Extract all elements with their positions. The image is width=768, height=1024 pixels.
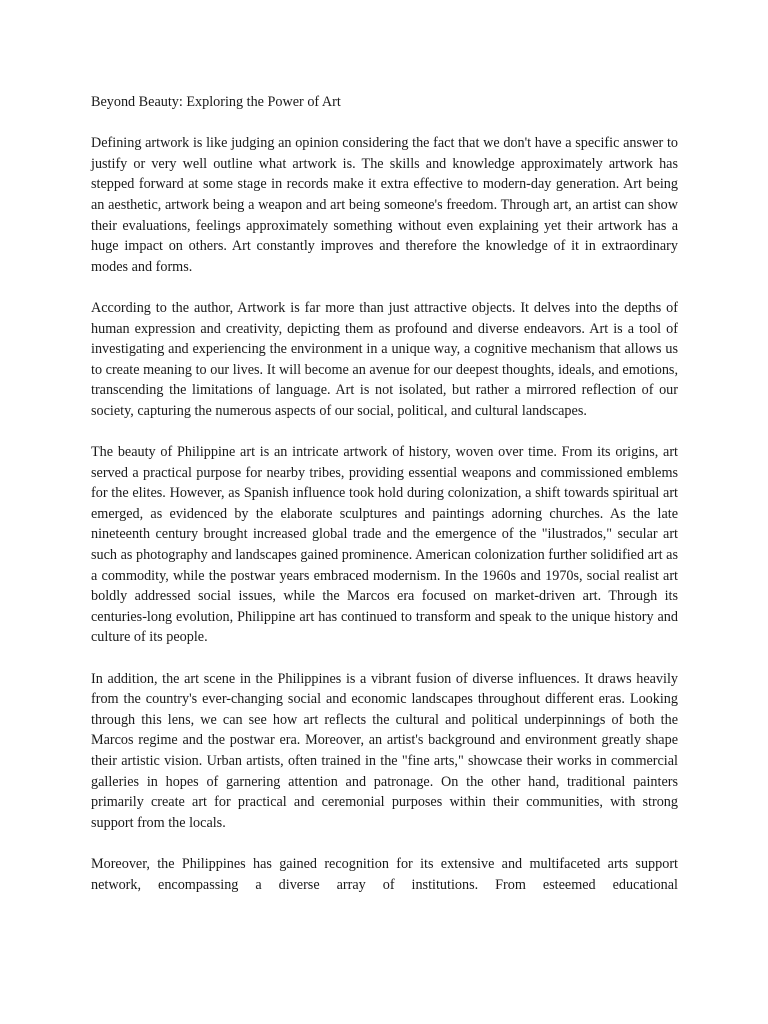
paragraph-1: Defining artwork is like judging an opinion considering the fact that we don't have a specific answer to justify or very well outline what artwork is. The skills and knowledge approximately artwork has stepped forward at some stage in records make it extra effective to modern-day generation. Art being an aesthetic, artwork being a weapon and art being someone's freedom. Through art, an artist can show their evaluations, feelings approximately something without even explaining yet their artwork has a huge impact on others. Art constantly improves and therefore the knowledge of it in extraordinary modes and forms. bbox=[91, 135, 678, 275]
document-title: Beyond Beauty: Exploring the Power of Art bbox=[91, 94, 341, 110]
paragraph-5: Moreover, the Philippines has gained recognition for its extensive and multifaceted arts support network, encompassing a diverse array of institutions. From esteemed educational bbox=[91, 855, 678, 893]
paragraph-2: According to the author, Artwork is far more than just attractive objects. It delves into the depths of human expression and creativity, depicting them as profound and diverse endeavors. Art is a tool of investigating and experiencing the environment in a unique way, a cognitive mechanism that allows us to create meaning to our lives. It will become an avenue for our deepest thoughts, ideals, and emotions, transcending the limitations of language. Art is not isolated, but rather a mirrored reflection of our society, capturing the numerous aspects of our social, political, and cultural landscapes. bbox=[91, 299, 678, 419]
paragraph-3: The beauty of Philippine art is an intricate artwork of history, woven over time. From its origins, art served a practical purpose for nearby tribes, providing essential weapons and commissioned emblems for the elites. However, as Spanish influence took hold during colonization, a shift towards spiritual art emerged, as evidenced by the elaborate sculptures and paintings adorning churches. As the late nineteenth century brought increased global trade and the emergence of the "ilustrados," secular art such as photography and landscapes gained prominence. American colonization further solidified art as a commodity, while the postwar years embraced modernism. In the 1960s and 1970s, social realist art boldly addressed social issues, while the Marcos era focused on market-driven art. Through its centuries-long evolution, Philippine art has continued to transform and speak to the unique history and culture of its people. bbox=[91, 444, 678, 646]
document-body bbox=[91, 92, 678, 895]
paragraph-4: In addition, the art scene in the Philippines is a vibrant fusion of diverse influences. It draws heavily from the country's ever-changing social and economic landscapes throughout different eras. Looking through this lens, we can see how art reflects the cultural and political underpinnings of both the Marcos regime and the postwar era. Moreover, an artist's background and environment greatly shape their artistic vision. Urban artists, often trained in the "fine arts," showcase their works in commercial galleries in hopes of garnering attention and patronage. On the other hand, traditional painters primarily create art for practical and ceremonial purposes within their communities, with strong support from the locals. bbox=[91, 670, 678, 831]
